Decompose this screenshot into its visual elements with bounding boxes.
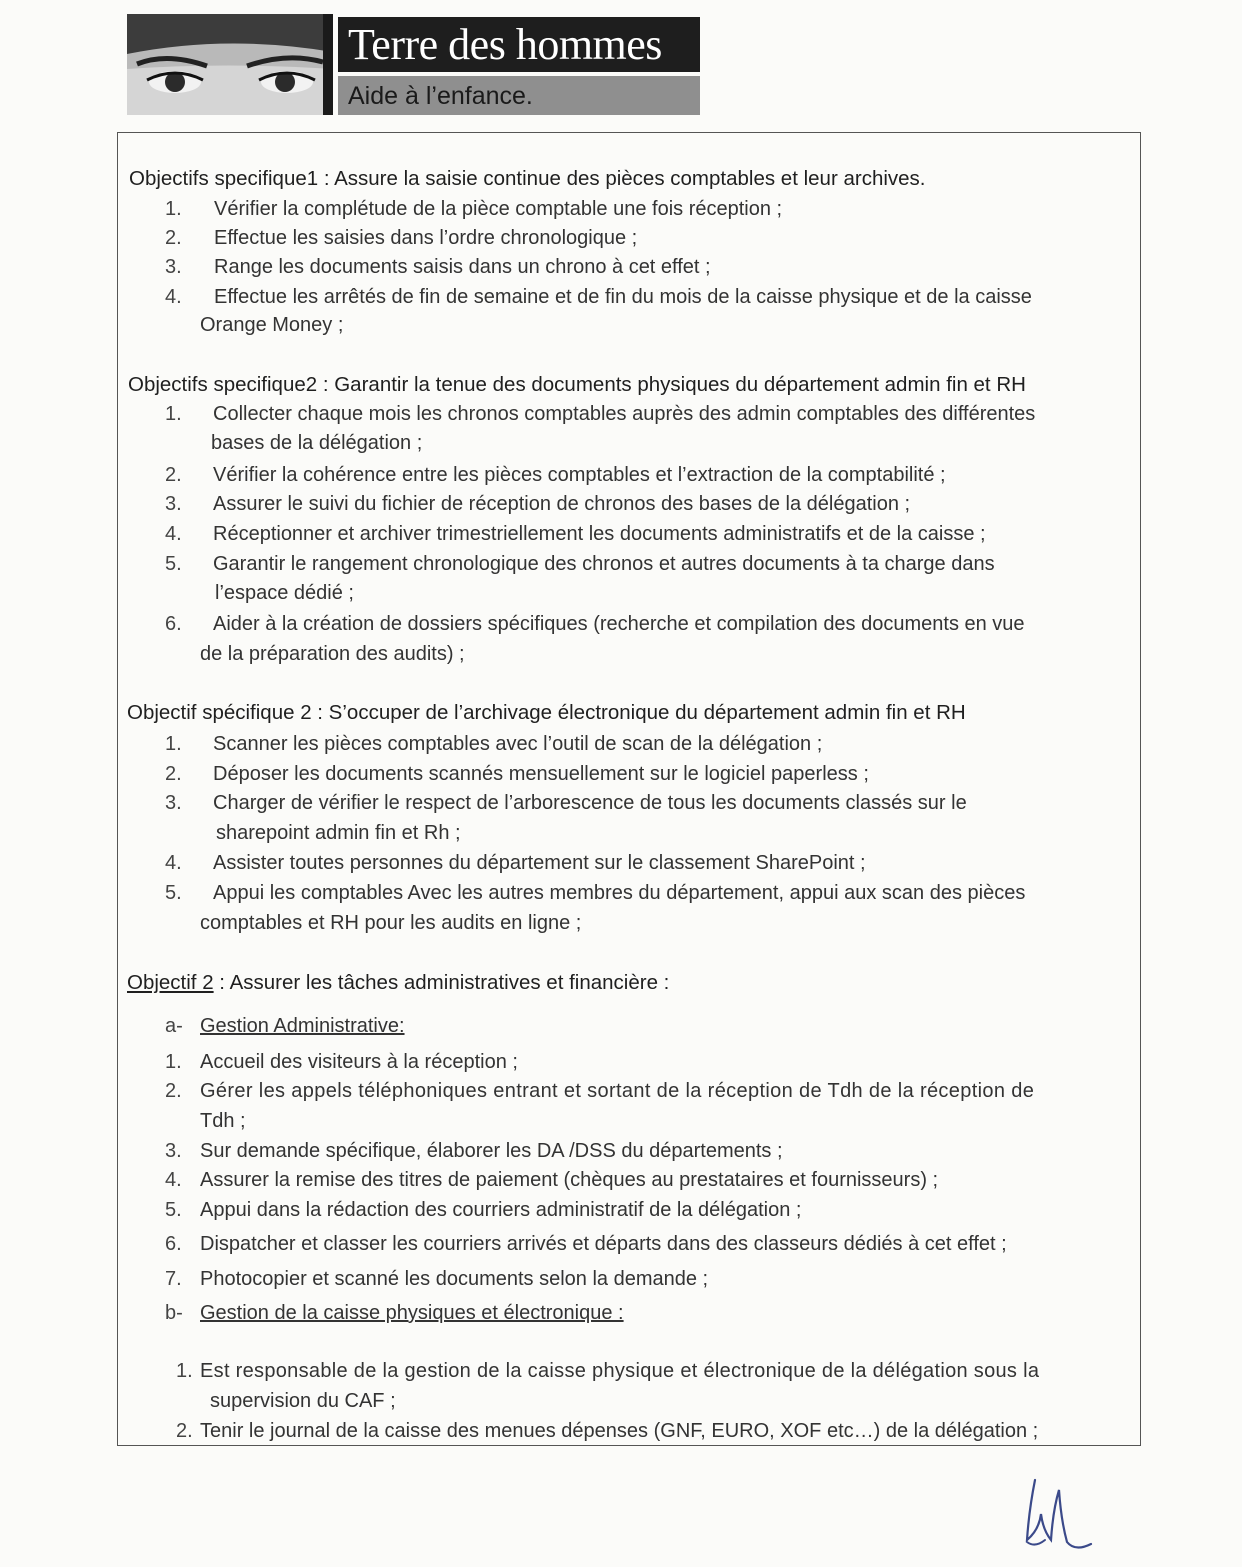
- list-item-continuation: de la préparation des audits) ;: [200, 643, 465, 665]
- section4-heading: [127, 970, 669, 996]
- list-number: 2.: [165, 1080, 182, 1102]
- list-item-continuation: sharepoint admin fin et Rh ;: [216, 822, 461, 844]
- list-number: 4.: [165, 852, 182, 874]
- subsection-a-title: Gestion Administrative:: [200, 1015, 405, 1037]
- section4-heading-underlined: Objectif 2: [127, 971, 214, 994]
- list-item: Aider à la création de dossiers spécifiques (recherche et compilation des documents en vue: [213, 613, 1025, 635]
- section1-heading: Objectifs specifique1 : Assure la saisie continue des pièces comptables et leur archives.: [129, 167, 926, 190]
- section3-heading: Objectif spécifique 2 : S’occuper de l’archivage électronique du département admin fin et RH: [127, 701, 966, 724]
- list-item-continuation: Tdh ;: [200, 1110, 246, 1132]
- list-item: Photocopier et scanné les documents selon la demande ;: [200, 1268, 709, 1290]
- list-number: 2.: [165, 227, 182, 249]
- subsection-marker: b-: [165, 1302, 183, 1324]
- brand-title: Terre des hommes: [338, 17, 700, 72]
- subsection-marker: a-: [165, 1015, 183, 1037]
- list-item: Assurer la remise des titres de paiement (chèques au prestataires et fournisseurs) ;: [200, 1169, 939, 1191]
- list-item: Effectue les saisies dans l’ordre chronologique ;: [214, 227, 638, 249]
- list-item: Accueil des visiteurs à la réception ;: [200, 1051, 518, 1073]
- list-item: Collecter chaque mois les chronos comptables auprès des admin comptables des différentes: [213, 403, 1036, 425]
- eyes-photo-icon: [127, 14, 333, 115]
- list-number: 3.: [165, 792, 182, 814]
- list-item: Dispatcher et classer les courriers arrivés et départs dans des classeurs dédiés à cet effet ;: [200, 1233, 1007, 1255]
- list-item: Charger de vérifier le respect de l’arborescence de tous les documents classés sur le: [213, 792, 967, 814]
- list-item: Scanner les pièces comptables avec l’outil de scan de la délégation ;: [213, 733, 823, 755]
- list-number: 3.: [165, 256, 182, 278]
- list-item: Garantir le rangement chronologique des chronos et autres documents à ta charge dans: [213, 553, 995, 575]
- list-number: 5.: [165, 553, 182, 575]
- list-number: 7.: [165, 1268, 182, 1290]
- list-number: 3.: [165, 1140, 182, 1162]
- section4-heading-rest: : Assurer les tâches administratives et financière :: [213, 971, 670, 994]
- list-number: 4.: [165, 1169, 182, 1191]
- list-number: 2.: [165, 763, 182, 785]
- list-number: 1.: [165, 198, 182, 220]
- list-item: Assister toutes personnes du département sur le classement SharePoint ;: [213, 852, 866, 874]
- subsection-b-title: Gestion de la caisse physiques et électronique :: [200, 1302, 624, 1324]
- list-number: 3.: [165, 493, 182, 515]
- brand-subtitle: Aide à l’enfance.: [338, 76, 700, 115]
- handwritten-initials-icon: [1015, 1470, 1105, 1560]
- list-number: 5.: [165, 1199, 182, 1221]
- list-item: Tenir le journal de la caisse des menues dépenses (GNF, EURO, XOF etc…) de la délégation ;: [200, 1420, 1039, 1442]
- list-item: Appui les comptables Avec les autres membres du département, appui aux scan des pièces: [213, 882, 1026, 904]
- list-number: 1.: [165, 403, 182, 425]
- list-item-continuation: comptables et RH pour les audits en ligne ;: [200, 912, 582, 934]
- list-item-continuation: supervision du CAF ;: [210, 1390, 396, 1412]
- list-item: Sur demande spécifique, élaborer les DA /DSS du départements ;: [200, 1140, 783, 1162]
- list-number: 6.: [165, 613, 182, 635]
- list-number: 1.: [165, 1051, 182, 1073]
- list-item-continuation: bases de la délégation ;: [211, 432, 423, 454]
- list-number: 4.: [165, 523, 182, 545]
- section2-heading: Objectifs specifique2 : Garantir la tenue des documents physiques du département admin fin et RH: [128, 373, 1026, 396]
- list-item: Assurer le suivi du fichier de réception de chronos des bases de la délégation ;: [213, 493, 911, 515]
- list-number: 4.: [165, 286, 182, 308]
- list-number: 6.: [165, 1233, 182, 1255]
- list-item: Réceptionner et archiver trimestriellement les documents administratifs et de la caisse ;: [213, 523, 986, 545]
- list-item: Est responsable de la gestion de la caisse physique et électronique de la délégation sous la: [200, 1360, 1040, 1382]
- list-item: Range les documents saisis dans un chrono à cet effet ;: [214, 256, 711, 278]
- logo-photo: [127, 14, 333, 115]
- list-number: 2.: [165, 464, 182, 486]
- list-item: Vérifier la complétude de la pièce comptable une fois réception ;: [214, 198, 783, 220]
- list-number: 1.: [165, 733, 182, 755]
- list-item: Vérifier la cohérence entre les pièces comptables et l’extraction de la comptabilité ;: [213, 464, 946, 486]
- list-item: Déposer les documents scannés mensuellement sur le logiciel paperless ;: [213, 763, 869, 785]
- list-item-continuation: Orange Money ;: [200, 314, 344, 336]
- list-item: Gérer les appels téléphoniques entrant et sortant de la réception de Tdh de la réception de: [200, 1080, 1035, 1102]
- list-item-continuation: l’espace dédié ;: [215, 582, 354, 604]
- list-item: Effectue les arrêtés de fin de semaine et de fin du mois de la caisse physique et de la caisse: [214, 286, 1032, 308]
- list-number: 1.: [176, 1360, 193, 1382]
- list-item: Appui dans la rédaction des courriers administratif de la délégation ;: [200, 1199, 802, 1221]
- list-number: 5.: [165, 882, 182, 904]
- list-number: 2.: [176, 1420, 193, 1442]
